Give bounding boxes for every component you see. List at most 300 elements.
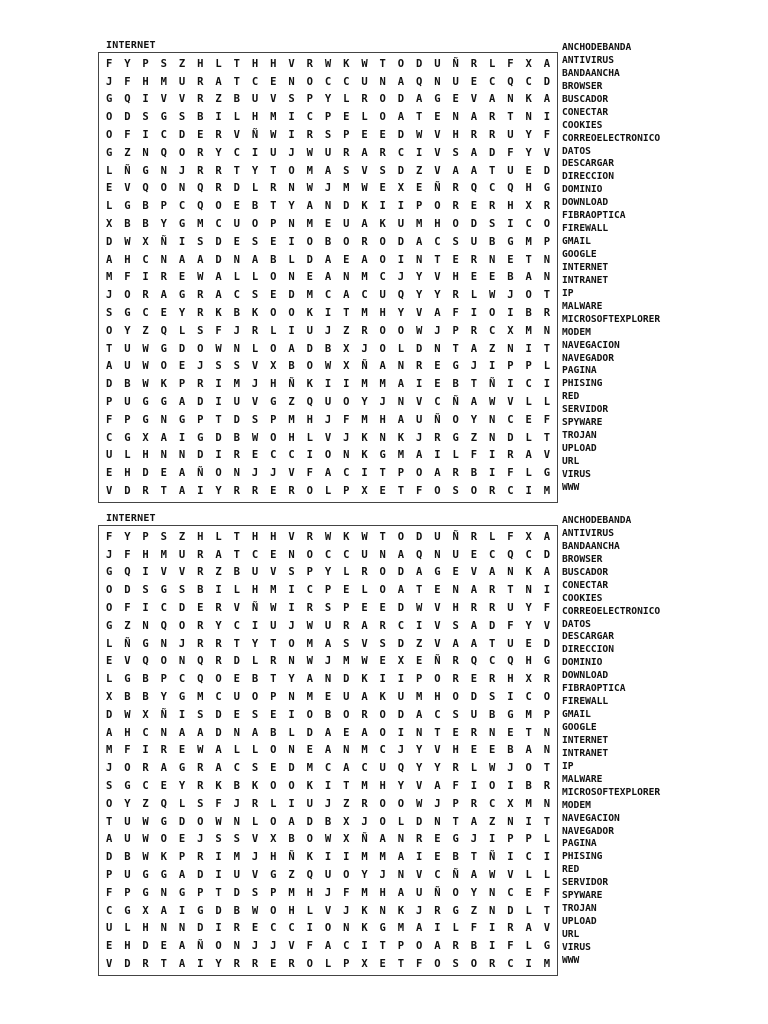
grid-letter: C <box>233 762 240 775</box>
grid-letter: N <box>507 566 514 579</box>
grid-letter: U <box>105 449 113 462</box>
word-list-item: BROWSER <box>562 553 603 565</box>
word-list-item: BANDAANCHA <box>562 540 620 552</box>
grid-letter: C <box>324 548 332 561</box>
grid-letter: S <box>215 360 222 373</box>
grid-letter: T <box>543 342 551 355</box>
grid-letter: P <box>105 869 113 882</box>
grid-letter: G <box>452 904 459 917</box>
grid-letter: X <box>525 57 532 70</box>
grid-letter: O <box>306 360 313 373</box>
grid-letter: L <box>343 566 350 579</box>
grid-letter: O <box>306 708 313 721</box>
grid-letter: L <box>361 111 368 124</box>
grid-letter: X <box>343 815 350 828</box>
grid-letter: S <box>251 886 259 899</box>
grid-letter: S <box>324 602 332 615</box>
grid-letter: N <box>397 869 405 882</box>
grid-letter: Y <box>160 691 167 704</box>
grid-letter: N <box>233 815 240 828</box>
grid-letter: H <box>306 886 313 899</box>
grid-letter: W <box>488 762 496 775</box>
grid-letter: V <box>324 431 332 444</box>
grid-letter: H <box>288 431 295 444</box>
grid-letter: L <box>270 324 277 337</box>
grid-letter: O <box>306 235 313 248</box>
grid-letter: G <box>124 780 131 793</box>
grid-letter: H <box>270 57 277 70</box>
grid-letter: T <box>488 637 496 650</box>
grid-letter: E <box>434 833 441 846</box>
grid-letter: I <box>288 708 295 721</box>
grid-letter: E <box>379 602 386 615</box>
grid-letter: J <box>197 833 204 846</box>
grid-letter: J <box>251 851 259 864</box>
grid-letter: A <box>525 922 532 935</box>
grid-letter: K <box>361 922 368 935</box>
grid-letter: A <box>543 57 551 70</box>
grid-letter: Ñ <box>124 637 131 650</box>
grid-letter: O <box>197 815 204 828</box>
grid-letter: J <box>324 182 332 195</box>
grid-letter: C <box>507 886 514 899</box>
grid-letter: W <box>324 530 332 543</box>
grid-letter: Ñ <box>251 602 259 615</box>
grid-letter: C <box>233 619 240 632</box>
grid-letter: T <box>270 637 277 650</box>
grid-letter: G <box>124 307 131 320</box>
grid-letter: A <box>361 146 368 159</box>
grid-letter: S <box>160 57 167 70</box>
grid-letter: A <box>361 726 368 739</box>
grid-letter: A <box>178 940 186 953</box>
grid-letter: R <box>452 673 459 686</box>
grid-letter: O <box>178 146 186 159</box>
grid-letter: I <box>507 218 514 231</box>
grid-letter: O <box>270 271 277 284</box>
grid-letter: K <box>361 449 368 462</box>
grid-letter: G <box>543 940 551 953</box>
grid-letter: K <box>215 307 222 320</box>
grid-letter: J <box>434 324 441 337</box>
grid-letter: N <box>288 271 295 284</box>
grid-letter: Ñ <box>160 708 167 721</box>
grid-letter: W <box>416 602 423 615</box>
grid-letter: J <box>105 289 113 302</box>
grid-letter: Z <box>178 57 186 70</box>
grid-letter: B <box>470 467 478 480</box>
grid-letter: Y <box>434 289 441 302</box>
grid-letter: A <box>361 691 368 704</box>
puzzle-title: INTERNET <box>106 513 156 524</box>
grid-letter: A <box>178 467 186 480</box>
grid-letter: L <box>397 815 405 828</box>
grid-letter: S <box>178 111 186 124</box>
grid-letter: W <box>488 396 496 409</box>
grid-letter: Y <box>525 146 532 159</box>
grid-letter: D <box>397 708 405 721</box>
grid-letter: N <box>379 548 386 561</box>
grid-letter: N <box>160 637 167 650</box>
grid-letter: V <box>543 619 551 632</box>
word-list-item: CONECTAR <box>562 106 609 118</box>
grid-letter: Ñ <box>251 129 259 142</box>
grid-letter: N <box>379 904 386 917</box>
grid-letter: M <box>105 744 113 757</box>
grid-letter: E <box>270 75 277 88</box>
grid-letter: E <box>270 708 277 721</box>
grid-letter: O <box>324 922 332 935</box>
grid-letter: L <box>251 342 259 355</box>
grid-letter: X <box>397 182 405 195</box>
grid-letter: A <box>160 289 167 302</box>
grid-letter: A <box>470 815 478 828</box>
grid-letter: B <box>233 780 240 793</box>
grid-letter: S <box>105 780 113 793</box>
grid-letter: M <box>270 584 277 597</box>
grid-letter: Y <box>124 324 131 337</box>
grid-letter: H <box>142 75 149 88</box>
grid-letter: J <box>397 271 405 284</box>
grid-letter: N <box>416 253 423 266</box>
grid-letter: J <box>324 324 332 337</box>
grid-letter: V <box>470 93 478 106</box>
grid-letter: I <box>397 253 405 266</box>
grid-letter: O <box>379 324 386 337</box>
grid-letter: H <box>379 413 386 426</box>
grid-letter: T <box>379 940 386 953</box>
grid-letter: P <box>178 851 186 864</box>
grid-letter: T <box>507 584 514 597</box>
grid-letter: A <box>251 726 259 739</box>
grid-letter: A <box>397 378 405 391</box>
grid-letter: O <box>178 619 186 632</box>
grid-letter: E <box>470 548 478 561</box>
grid-letter: A <box>197 726 204 739</box>
grid-letter: A <box>470 869 478 882</box>
grid-letter: U <box>361 548 368 561</box>
grid-letter: T <box>105 342 113 355</box>
grid-letter: I <box>324 851 332 864</box>
grid-letter: R <box>488 485 496 498</box>
grid-letter: T <box>416 111 423 124</box>
grid-letter: J <box>416 431 423 444</box>
grid-letter: E <box>507 253 514 266</box>
grid-letter: W <box>416 797 423 810</box>
grid-letter: R <box>507 449 514 462</box>
grid-letter: B <box>324 708 332 721</box>
grid-letter: W <box>124 708 131 721</box>
grid-letter: D <box>197 396 204 409</box>
word-list-item: DOMINIO <box>562 184 603 196</box>
grid-letter: L <box>543 833 551 846</box>
word-list-item: DATOS <box>562 145 591 157</box>
grid-letter: C <box>233 146 240 159</box>
word-list-item: PAGINA <box>562 365 597 377</box>
grid-letter: I <box>507 780 514 793</box>
grid-letter: H <box>197 530 204 543</box>
grid-letter: E <box>379 485 386 498</box>
grid-letter: D <box>178 129 186 142</box>
grid-letter: I <box>178 431 186 444</box>
grid-letter: K <box>361 200 368 213</box>
grid-letter: C <box>361 762 368 775</box>
word-list-item: BROWSER <box>562 80 603 92</box>
grid-letter: G <box>160 111 167 124</box>
grid-letter: L <box>543 396 551 409</box>
grid-letter: B <box>233 904 240 917</box>
grid-letter: K <box>215 780 222 793</box>
grid-letter: W <box>215 342 222 355</box>
grid-letter: C <box>525 691 532 704</box>
grid-letter: Q <box>142 655 149 668</box>
grid-letter: F <box>507 940 514 953</box>
grid-letter: W <box>142 833 149 846</box>
grid-letter: T <box>543 431 551 444</box>
grid-letter: N <box>160 922 167 935</box>
grid-letter: N <box>160 886 167 899</box>
grid-letter: I <box>507 307 514 320</box>
grid-letter: F <box>343 413 350 426</box>
word-list-item: SPYWARE <box>562 417 603 429</box>
grid-letter: E <box>105 940 113 953</box>
grid-letter: R <box>488 584 496 597</box>
word-list-item: SERVIDOR <box>562 877 609 889</box>
grid-letter: R <box>379 146 386 159</box>
grid-letter: F <box>470 449 478 462</box>
grid-letter: E <box>343 584 350 597</box>
grid-letter: E <box>270 548 277 561</box>
grid-letter: O <box>434 200 441 213</box>
grid-letter: C <box>105 431 113 444</box>
grid-letter: C <box>525 548 532 561</box>
grid-letter: V <box>434 129 441 142</box>
grid-letter: L <box>488 57 496 70</box>
grid-letter: R <box>251 797 259 810</box>
grid-letter: H <box>124 940 131 953</box>
grid-letter: P <box>507 360 514 373</box>
grid-letter: D <box>197 869 204 882</box>
grid-letter: L <box>397 342 405 355</box>
grid-letter: O <box>488 307 496 320</box>
grid-letter: G <box>160 342 167 355</box>
grid-letter: D <box>288 762 295 775</box>
grid-letter: M <box>233 378 240 391</box>
grid-letter: X <box>397 655 405 668</box>
grid-letter: U <box>105 922 113 935</box>
grid-letter: I <box>288 111 295 124</box>
grid-letter: V <box>361 164 368 177</box>
grid-letter: G <box>178 886 186 899</box>
grid-letter: D <box>105 851 113 864</box>
word-list-item: WWW <box>562 481 580 493</box>
grid-letter: J <box>343 904 350 917</box>
grid-letter: B <box>452 851 459 864</box>
grid-letter: V <box>416 869 423 882</box>
grid-letter: L <box>233 744 240 757</box>
grid-letter: I <box>470 307 478 320</box>
grid-letter: G <box>452 360 459 373</box>
grid-letter: F <box>343 886 350 899</box>
grid-letter: B <box>324 815 332 828</box>
grid-letter: I <box>324 780 332 793</box>
grid-letter: L <box>124 922 131 935</box>
grid-letter: R <box>416 833 423 846</box>
grid-letter: R <box>197 762 204 775</box>
grid-letter: I <box>416 619 423 632</box>
grid-letter: G <box>160 869 167 882</box>
grid-letter: N <box>434 75 441 88</box>
grid-letter: X <box>142 904 149 917</box>
puzzle-title: INTERNET <box>106 40 156 51</box>
grid-letter: Z <box>416 637 423 650</box>
grid-letter: K <box>525 93 532 106</box>
grid-letter: E <box>105 467 113 480</box>
grid-letter: T <box>543 762 551 775</box>
grid-letter: A <box>105 833 113 846</box>
grid-letter: T <box>233 548 240 561</box>
grid-letter: Q <box>306 396 313 409</box>
grid-letter: G <box>543 182 551 195</box>
grid-letter: T <box>233 57 240 70</box>
grid-letter: R <box>543 307 551 320</box>
grid-letter: Z <box>142 797 149 810</box>
grid-letter: V <box>251 869 259 882</box>
grid-letter: N <box>488 253 496 266</box>
grid-letter: I <box>288 324 295 337</box>
grid-letter: N <box>233 726 240 739</box>
grid-letter: H <box>270 530 277 543</box>
grid-letter: C <box>105 904 113 917</box>
grid-letter: I <box>197 958 204 971</box>
grid-letter: F <box>105 530 113 543</box>
grid-letter: Ñ <box>434 886 441 899</box>
word-list-item: UPLOAD <box>562 916 597 928</box>
grid-letter: O <box>379 566 386 579</box>
grid-letter: T <box>434 726 441 739</box>
grid-letter: M <box>343 655 350 668</box>
grid-letter: I <box>215 378 222 391</box>
grid-letter: O <box>379 93 386 106</box>
grid-letter: D <box>306 726 313 739</box>
grid-letter: E <box>525 637 532 650</box>
grid-letter: O <box>160 833 167 846</box>
word-list-item: DIRECCION <box>562 644 614 656</box>
grid-letter: T <box>507 111 514 124</box>
grid-letter: L <box>488 530 496 543</box>
grid-letter: B <box>233 431 240 444</box>
grid-letter: K <box>379 218 386 231</box>
grid-letter: S <box>452 146 459 159</box>
grid-letter: X <box>343 360 350 373</box>
grid-letter: O <box>525 289 532 302</box>
grid-letter: S <box>197 324 204 337</box>
grid-letter: C <box>270 922 277 935</box>
grid-letter: E <box>434 111 441 124</box>
grid-letter: I <box>215 449 222 462</box>
grid-letter: D <box>488 619 496 632</box>
grid-letter: O <box>306 485 313 498</box>
grid-letter: R <box>197 307 204 320</box>
grid-letter: D <box>343 200 350 213</box>
grid-letter: N <box>288 218 295 231</box>
grid-letter: N <box>434 548 441 561</box>
word-list-item: TROJAN <box>562 903 597 915</box>
grid-letter: Q <box>160 146 167 159</box>
grid-letter: U <box>507 164 514 177</box>
grid-letter: J <box>324 655 332 668</box>
grid-letter: N <box>488 886 496 899</box>
grid-letter: R <box>160 271 167 284</box>
grid-letter: A <box>397 413 405 426</box>
grid-letter: N <box>178 449 186 462</box>
grid-letter: H <box>288 904 295 917</box>
grid-letter: I <box>197 485 204 498</box>
grid-letter: E <box>434 584 441 597</box>
grid-letter: L <box>543 869 551 882</box>
grid-letter: C <box>142 253 149 266</box>
grid-letter: J <box>361 342 368 355</box>
grid-letter: P <box>416 673 423 686</box>
grid-letter: O <box>306 548 313 561</box>
grid-letter: C <box>251 548 259 561</box>
grid-letter: B <box>270 253 277 266</box>
grid-letter: N <box>543 726 551 739</box>
grid-letter: V <box>288 940 295 953</box>
grid-letter: R <box>361 93 368 106</box>
grid-letter: C <box>288 922 295 935</box>
grid-letter: D <box>416 57 423 70</box>
grid-letter: A <box>306 200 313 213</box>
grid-letter: G <box>507 235 514 248</box>
grid-letter: N <box>488 413 496 426</box>
grid-letter: R <box>142 289 149 302</box>
grid-letter: F <box>452 780 459 793</box>
grid-letter: W <box>324 57 332 70</box>
grid-letter: Q <box>197 655 204 668</box>
grid-letter: B <box>233 566 240 579</box>
grid-letter: Ñ <box>434 413 441 426</box>
grid-letter: S <box>343 637 350 650</box>
grid-letter: W <box>306 655 313 668</box>
grid-letter: V <box>270 566 277 579</box>
grid-letter: M <box>361 851 368 864</box>
grid-letter: L <box>251 182 259 195</box>
grid-letter: R <box>470 129 478 142</box>
grid-letter: J <box>343 431 350 444</box>
word-list-item: IP <box>562 760 574 772</box>
grid-letter: F <box>215 324 222 337</box>
grid-letter: A <box>324 253 332 266</box>
grid-letter: R <box>233 958 240 971</box>
grid-letter: D <box>233 655 240 668</box>
grid-letter: J <box>324 797 332 810</box>
grid-letter: T <box>434 253 441 266</box>
grid-letter: P <box>142 57 149 70</box>
grid-letter: W <box>416 324 423 337</box>
word-list-item: GOOGLE <box>562 722 597 733</box>
grid-letter: R <box>215 655 222 668</box>
grid-letter: H <box>251 111 259 124</box>
grid-letter: R <box>470 530 478 543</box>
grid-letter: O <box>105 797 113 810</box>
word-list-item: TROJAN <box>562 430 597 442</box>
grid-letter: R <box>470 726 478 739</box>
word-list-item: GMAIL <box>562 236 591 248</box>
grid-letter: A <box>470 584 478 597</box>
grid-letter: P <box>452 324 459 337</box>
word-list-item: COOKIES <box>562 592 603 604</box>
